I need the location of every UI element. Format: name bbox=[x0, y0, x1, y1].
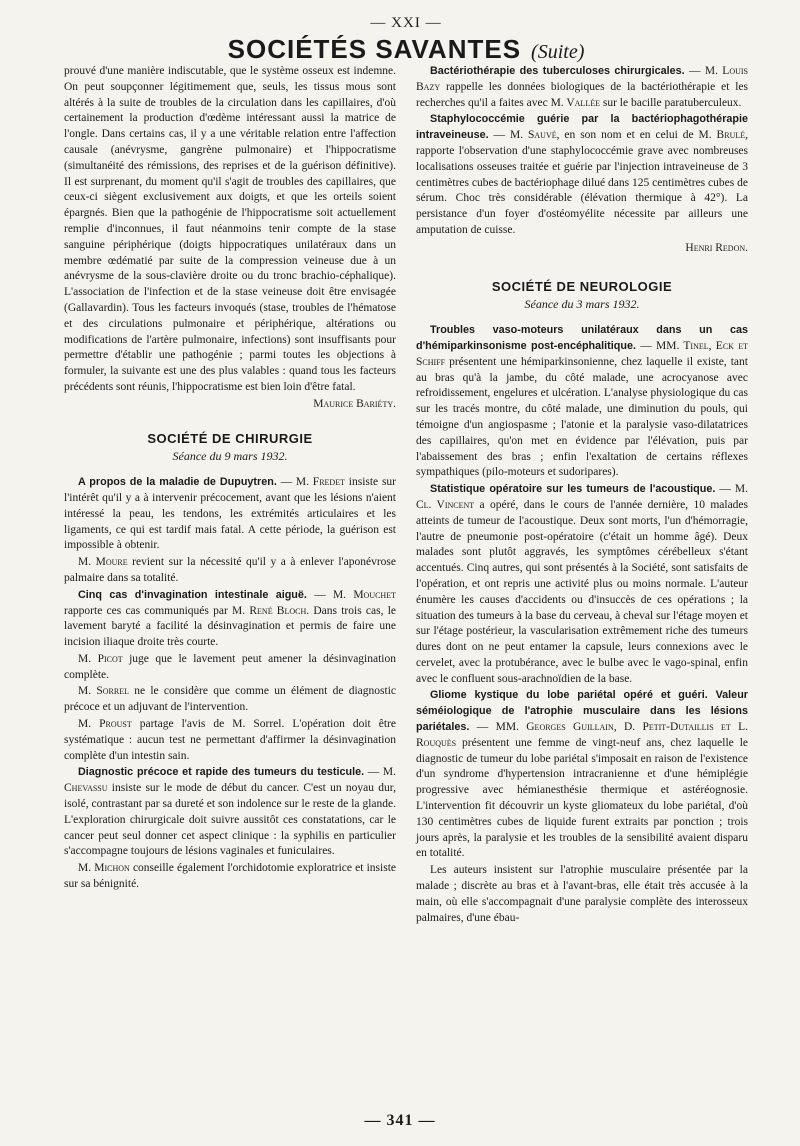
section-title-chirurgie: SOCIÉTÉ DE CHIRURGIE bbox=[147, 430, 313, 446]
author-sorrel: M. Sorrel bbox=[78, 685, 129, 698]
author-guillain-petit-dutaillis-rouques: MM. Georges Guillain, D. Petit-Dutaillis et L. Rouquès bbox=[416, 721, 749, 749]
signature-redon: Henri Redon. bbox=[685, 241, 748, 254]
paragraph-michon bbox=[64, 861, 396, 893]
left-column bbox=[64, 64, 396, 926]
paragraph-continued: prouvé d'une manière indiscutable, que le système osseux est indemne. On peut soupçonner légitimement que, seuls, les tissus mous sont altérés à la suite de troubles de la circulation dans les capillaires, d'où certainement la production d'œdème intéressant aussi la matrice de l'ongle. Dans certains cas, il y a une véritable relation entre l'affection causale (anévrysme, gangrène pulmonaire) et l'hippocratisme (simultanéité des rémissions, des reprises et de la guérison définitive). Il est surprenant, du moment qu'il s'agit de troubles des capillaires, que ceux-ci siègent exclusivement aux doigts, et que les orteils soient épargnés. Bien que la pathogénie de l'hippocratisme soit actuellement remplie d'inconnues, il faut néanmoins tenir compte de la stase sanguine périphérique (doigts hippocratiques unilatéraux dans un membre œdématié par suite de la compression veineuse due à un anévrysme de la sous-clavière droite ou du tronc brachio-céphalique). L'association de l'infection et de la stase veineuse doit être envisagée (Gallavardin). Tous les facteurs invoqués (stase, troubles de l'hématose et des circulations pulmonaire et périphérique, altérations ou modifications de l'artère pulmonaire, infections) sont insuffisants pour permettre d'établir une pathogénie ; parmi toutes les objections à formuler, la suivante est une des plus valables : quand tous les facteurs précédents sont réunis, l'hippocratisme est bien loin d'être fatal. bbox=[64, 65, 396, 393]
author-sauve: M. Sauvé bbox=[509, 129, 557, 142]
text-dupuytren: insiste sur l'intérêt qu'il y a à intervenir précocement, avant que les lésions n'aient intéressé la peau, les tendons, les extrémités articulaires et les ligaments, ce qui est tardif mais fatal. A cette période, la guérison est impossible à obtenir. bbox=[64, 476, 396, 552]
author-tinel-eck-schiff: MM. Tinel, Eck et Schiff bbox=[416, 339, 748, 368]
topic-gliome: Gliome kystique du lobe pariétal opéré et guéri. Valeur séméiologique de l'atrophie musculaire dans les lésions pariétales. bbox=[416, 689, 748, 734]
text-picot: juge que le lavement peut amener la désinvagination complète. bbox=[64, 652, 396, 681]
dash-separator: — bbox=[306, 588, 333, 601]
dash-separator: — bbox=[715, 483, 735, 496]
paragraph-bacteriotherapie bbox=[416, 64, 748, 111]
right-column bbox=[416, 64, 748, 926]
text-testicule: insiste sur le mode de début du cancer. C'est un noyau dur, isolé, contrastant par sa dureté et son indolence sur le reste de la glande. L'exploration chirurgicale doit suivre aussitôt ces constatations, car le cancer peut seul donner cet aspect clinique : la syphilis en particulier s'accompagne toujours de lésions vaginales et funiculaires. bbox=[64, 782, 396, 858]
text-staphylococcemie-1: , en son nom et en celui de bbox=[556, 129, 699, 142]
author-moure: M. Moure bbox=[78, 556, 128, 569]
page-number: — 341 — bbox=[364, 1112, 436, 1129]
author-brule: M. Brulé bbox=[698, 129, 746, 142]
dash-separator: — bbox=[684, 65, 705, 77]
author-proust: M. Proust bbox=[78, 718, 132, 731]
session-date-chirurgie: Séance du 9 mars 1932. bbox=[172, 449, 288, 464]
text-moure: revient sur la nécessité qu'il y a à enlever l'aponévrose palmaire dans sa totalité. bbox=[64, 556, 396, 584]
text-vaso-moteurs: présentent une hémiparkinsonienne, chez laquelle il existe, tant au bras qu'à la jambe, du côté malade, une acrocyanose avec refroidissement, engelures et ulcération. L'analyse physiologique du cas sur les tracés montre, du côté malade, une diminution du pouls, qui témoigne d'un angiospasme ; l'atonie et la paralysie vaso-dilatatrices des capillaires, qu'on met en évidence par l'élévation, puis par l'abaissement des bras ; enfin l'exaltation de certains réflexes sympathiques (pilo-moteurs et sudoripares). bbox=[416, 355, 748, 479]
paragraph-picot bbox=[64, 652, 396, 684]
dash-separator: — bbox=[635, 339, 657, 352]
text-gliome: présentent une femme de vingt-neuf ans, chez laquelle le diagnostic de tumeur du lobe pariétal s'imposait en raison de l'existence d'un syndrome d'hypertension intracranienne et d'une hémiplégie progressive avec hémianesthésie thermique et astéréognosie. L'intervention fit découvrir un kyste gliomateux du lobe pariétal, d'où 130 centimètres cubes de liquide furent extraits par ponction ; trois jours après, la paralysie et les troubles de la sensibilité avaient disparu en totalité. bbox=[416, 736, 748, 860]
author-bazy: M. Louis Bazy bbox=[416, 65, 749, 93]
paragraph-statistique bbox=[416, 482, 748, 687]
paragraph-staphylococcemie bbox=[416, 112, 748, 238]
dash-separator: — bbox=[488, 129, 510, 142]
topic-testicule: Diagnostic précoce et rapide des tumeurs du testicule. bbox=[78, 766, 365, 779]
paragraph-moure bbox=[64, 555, 396, 587]
text-invagination-2: . Dans trois cas, le lavement baryté a facilité la désinvagination et permis de faire une incision iliaque droite très courte. bbox=[64, 604, 396, 649]
dash-separator: — bbox=[364, 766, 383, 779]
topic-staphylococcemie: Staphylococcémie guérie par la bactériophagothérapie intraveineuse. bbox=[416, 113, 748, 142]
topic-invagination: Cinq cas d'invagination intestinale aiguë. bbox=[78, 588, 307, 601]
dash-separator: — bbox=[276, 476, 296, 489]
session-date-neurologie: Séance du 3 mars 1932. bbox=[524, 297, 640, 312]
author-chevassu: M. Chevassu bbox=[64, 766, 396, 795]
paragraph-atrophie: Les auteurs insistent sur l'atrophie musculaire présentée par la malade ; discrète au bras et à l'avant-bras, elle était très accusée à la main, où elle s'accompagnait d'une paralysie complète des interosseux palmaires, d'une ébau- bbox=[416, 864, 748, 924]
author-bloch: M. René Bloch bbox=[232, 604, 307, 617]
author-michon: M. Michon bbox=[78, 862, 130, 875]
topic-dupuytren: A propos de la maladie de Dupuytren. bbox=[78, 476, 277, 489]
text-michon: conseille également l'orchidotomie exploratrice et insiste sur sa bénignité. bbox=[64, 862, 396, 891]
author-vincent: M. Cl. Vincent bbox=[416, 483, 749, 511]
author-fredet: M. Fredet bbox=[295, 476, 345, 489]
page-title-suite: (Suite) bbox=[531, 41, 585, 63]
page-title: SOCIÉTÉS SAVANTES bbox=[227, 34, 522, 64]
topic-statistique: Statistique opératoire sur les tumeurs de l'acoustique. bbox=[430, 483, 716, 496]
text-staphylococcemie-2: , rapporte l'observation d'une staphylococcémie grave avec nombreuses localisations osseuses traitée et guérie par l'injection intraveineuse de 3 centimètres cubes de bactériophage dilué dans 125 centimètres cubes de sérum. Choc très considérable (élévation thermique à 42°). La persistance d'un foyer d'ostéomyélite nécessite par ailleurs une amputation de cuisse. bbox=[416, 129, 748, 236]
paragraph-vaso-moteurs bbox=[416, 323, 748, 481]
text-invagination-1: rapporte ces cas communiqués par bbox=[64, 604, 233, 617]
author-vallee: M. Vallée bbox=[550, 96, 600, 109]
text-sorrel: ne le considère que comme un élément de diagnostic précoce et un adjuvant de l'intervention. bbox=[64, 685, 396, 714]
folio: — XXI — bbox=[370, 15, 442, 31]
paragraph-dupuytren bbox=[64, 475, 396, 554]
columns bbox=[64, 64, 748, 926]
paragraph-invagination bbox=[64, 588, 396, 651]
author-picot: M. Picot bbox=[78, 652, 123, 665]
page-header bbox=[64, 34, 748, 64]
section-title-neurologie: SOCIÉTÉ DE NEUROLOGIE bbox=[491, 278, 673, 294]
text-statistique: a opéré, dans le cours de l'année dernière, 10 malades atteints de tumeur de l'acoustique. Deux sont morts, l'un d'hémorragie, l'autre de pneumonie post-opératoire (c'était un homme âgé). Deux malades sont plutôt aggravés, les symptômes cérébelleux s'étant accentués. Cinq autres, qui sont présentés à la Société, sont satisfaits de l'opération, et ont repris une activité plus ou moins normale. L'auteur énumère les causes d'accidents ou d'insuccès de ces opérations ; la situation des tumeurs à la base du cerveau, à cheval sur l'étage moyen et sur l'étage postérieur, la vascularisation extrêmement riche des tumeurs dures dont on ne peut entamer la capsule, leurs connexions avec le cervelet, avec la protubérance, avec le bulbe avec le vago-spinal, enfin avec le confluent sous-arachnoïdien de la base. bbox=[416, 498, 749, 685]
paragraph-gliome bbox=[416, 688, 748, 862]
paragraph-testicule bbox=[64, 765, 396, 860]
author-mouchet: M. Mouchet bbox=[332, 588, 396, 601]
signature-bariety: Maurice Bariéty. bbox=[313, 397, 396, 410]
dash-separator: — bbox=[469, 721, 496, 734]
text-bacteriotherapie-1: rappelle les données biologiques de la bactériothérapie et les recherches qu'il a faites avec bbox=[416, 80, 748, 109]
text-proust: partage l'avis de M. Sorrel. L'opération doit être systématique : aucun test ne permettant d'affirmer la désinvagination complète d'un intestin sain. bbox=[64, 718, 396, 762]
topic-vaso-moteurs: Troubles vaso-moteurs unilatéraux dans un cas d'hémiparkinsonisme post-encéphalitique. bbox=[416, 324, 748, 352]
text-bacteriotherapie-2: sur le bacille paratuberculeux. bbox=[599, 96, 742, 109]
paragraph-sorrel bbox=[64, 684, 396, 716]
paragraph-proust bbox=[64, 717, 396, 764]
topic-bacteriotherapie: Bactériothérapie des tuberculoses chirurgicales. bbox=[430, 65, 685, 77]
